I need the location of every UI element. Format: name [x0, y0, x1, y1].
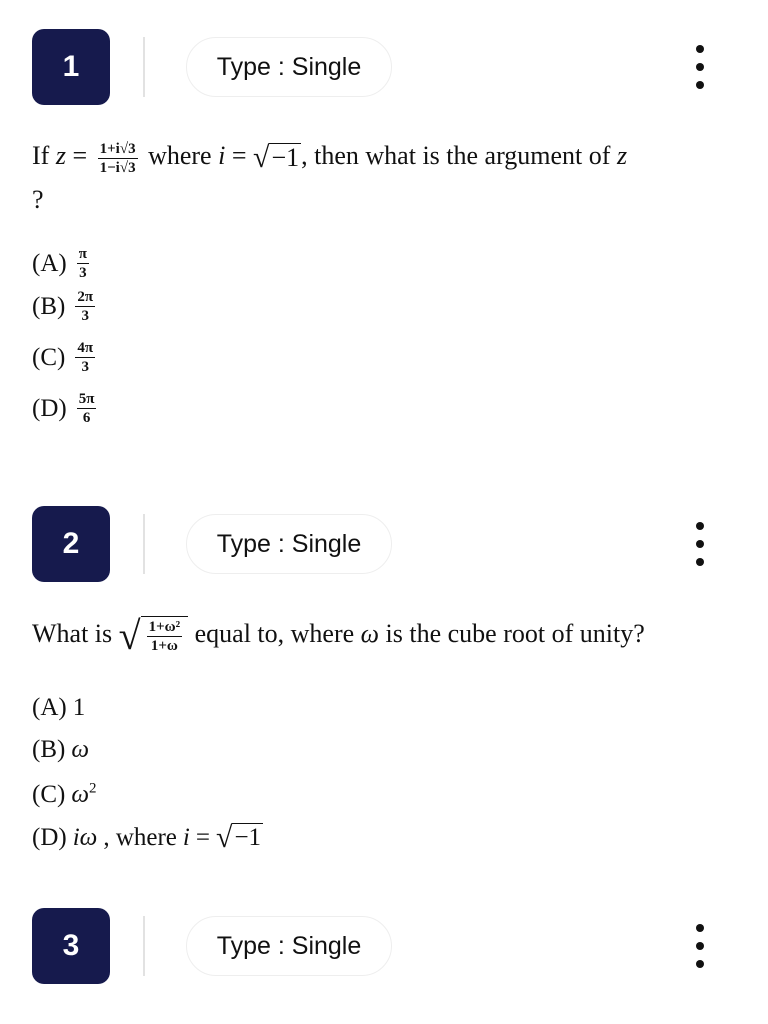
sqrt-argument: −1 [271, 143, 300, 173]
question-2-header [0, 506, 768, 586]
question-type-pill: Type : Single [186, 916, 392, 976]
option-value: 1 [72, 694, 86, 721]
math-var: z [55, 141, 66, 170]
header-divider [143, 37, 145, 97]
math-var: i [218, 141, 226, 170]
option-label: (A) [32, 694, 67, 721]
option-d[interactable] [32, 391, 100, 426]
question-3-header [0, 908, 768, 988]
fraction [147, 619, 183, 654]
option-label: (A) [32, 249, 67, 277]
option-label: (B) [32, 292, 66, 320]
option-label: (C) [32, 343, 66, 371]
math-var: z [616, 141, 628, 170]
stem-text: ? [32, 185, 44, 214]
question-1-text [32, 134, 732, 222]
stem-text: , then what is the argument of [301, 141, 611, 170]
question-number-badge: 1 [32, 29, 110, 105]
math-op: = [72, 141, 88, 170]
fraction-numerator: 1+ω² [148, 619, 181, 636]
question-number-badge: 3 [32, 908, 110, 984]
fraction-numerator: 4π [77, 340, 94, 356]
header-divider [143, 514, 145, 574]
option-value: ω [71, 781, 89, 808]
option-label: (C) [32, 781, 66, 808]
math-op: = [231, 141, 247, 170]
fraction-denominator: 1−i√3 [99, 159, 136, 176]
option-text: , where [103, 824, 177, 851]
question-type-pill: Type : Single [186, 514, 392, 574]
option-c[interactable] [32, 780, 96, 810]
question-2-text [32, 612, 732, 659]
sqrt-sign: √ [215, 821, 233, 854]
fraction [98, 141, 138, 176]
fraction [75, 340, 95, 375]
stem-text: is the cube root of unity? [385, 619, 645, 648]
question-number-badge: 2 [32, 506, 110, 582]
superscript: 2 [88, 780, 97, 797]
math-op: = [195, 824, 210, 851]
more-options-icon[interactable] [688, 924, 712, 968]
option-label: (D) [32, 394, 67, 422]
fraction-denominator: 1+ω [150, 638, 178, 655]
fraction-denominator: 3 [81, 359, 89, 375]
option-a[interactable] [32, 246, 93, 281]
option-label: (B) [32, 736, 66, 763]
square-root [216, 823, 263, 853]
square-root [118, 613, 188, 659]
square-root [253, 143, 301, 173]
sqrt-sign: √ [253, 141, 270, 175]
fraction-denominator: 6 [82, 410, 91, 426]
option-value: ω [71, 736, 89, 763]
fraction [75, 289, 95, 324]
more-options-icon[interactable] [688, 45, 712, 89]
fraction-numerator: 5π [78, 391, 95, 407]
question-type-pill: Type : Single [186, 37, 392, 97]
option-b[interactable] [32, 289, 99, 324]
option-b[interactable] [32, 735, 89, 765]
stem-text: What is [32, 619, 113, 648]
more-options-icon[interactable] [688, 522, 712, 566]
sqrt-argument [141, 616, 189, 656]
stem-text: If [32, 141, 50, 170]
option-value: iω [72, 824, 98, 851]
math-var: ω [360, 619, 380, 648]
sqrt-argument: −1 [234, 824, 262, 851]
fraction-denominator: 3 [81, 308, 89, 324]
header-divider [143, 916, 145, 976]
option-a[interactable] [32, 693, 85, 723]
stem-text: equal to, where [194, 619, 355, 648]
option-d[interactable] [32, 823, 263, 853]
option-c[interactable] [32, 340, 99, 375]
sqrt-sign: √ [118, 613, 141, 659]
math-var: i [182, 824, 190, 851]
fraction-numerator: π [78, 246, 87, 262]
fraction [77, 246, 89, 281]
question-1-header [0, 29, 768, 109]
option-label: (D) [32, 824, 67, 851]
fraction-numerator: 2π [77, 289, 94, 305]
fraction [77, 391, 97, 426]
stem-text: where [148, 141, 212, 170]
fraction-numerator: 1+i√3 [99, 140, 136, 157]
fraction-denominator: 3 [79, 265, 87, 281]
